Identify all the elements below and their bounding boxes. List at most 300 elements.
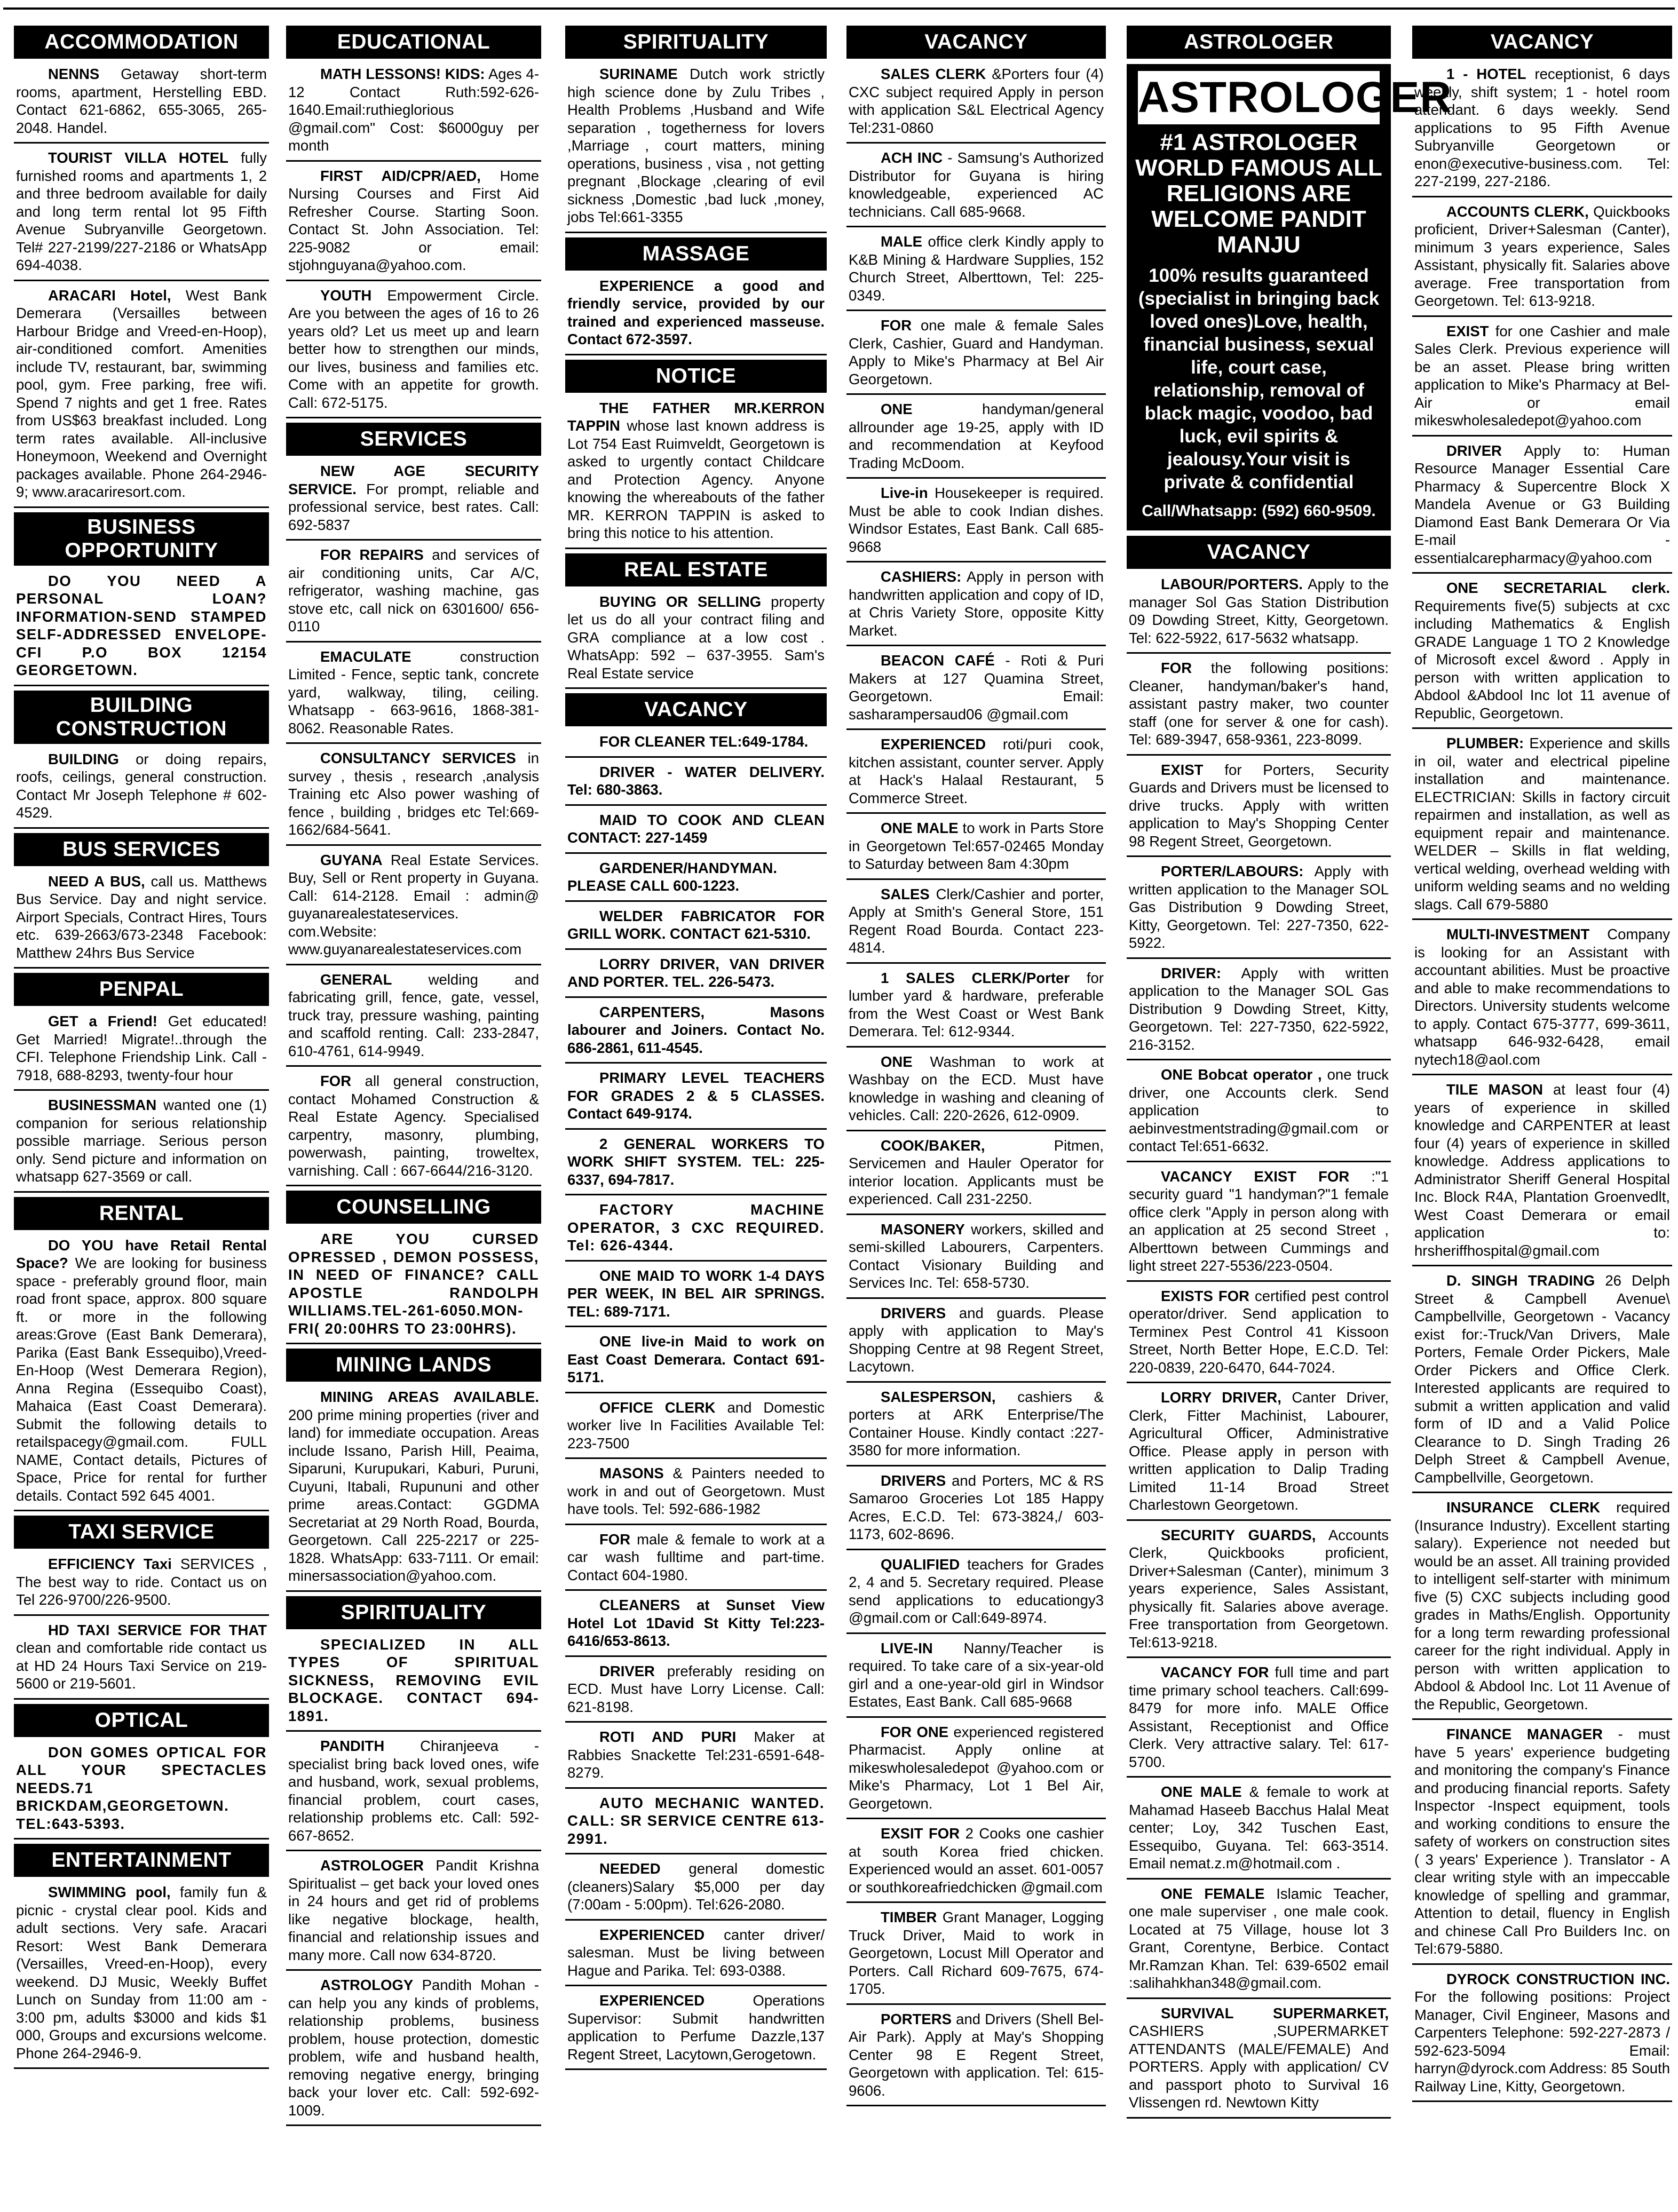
ad-lead: TIMBER <box>881 1909 937 1925</box>
classified-ad <box>565 1793 827 1855</box>
ad-lead: LIVE-IN <box>881 1639 933 1656</box>
ad-text: Getaway short-term rooms, apartment, Herstelling EBD. Contact 621-6862, 655-3065, 265-2048. Handel. <box>16 66 267 136</box>
ad-lead: MATH LESSONS! KIDS: <box>320 66 485 82</box>
ad-lead: VACANCY FOR <box>1161 1664 1269 1680</box>
ad-text: DRIVER - WATER DELIVERY. Tel: 680-3863. <box>567 763 825 798</box>
ad-lead: QUALIFIED <box>881 1556 960 1573</box>
classified-ad <box>565 1134 827 1196</box>
classified-ad <box>1412 321 1672 437</box>
classified-ad <box>565 1661 827 1723</box>
ad-lead: YOUTH <box>320 287 372 304</box>
classified-ad <box>1127 1662 1391 1778</box>
classifieds-page <box>3 7 1675 2206</box>
ad-lead: ASTROLOGY <box>320 1977 414 1993</box>
ad-lead: MINING AREAS AVAILABLE. <box>320 1389 539 1405</box>
ad-lead: FOR <box>881 317 912 334</box>
classified-ad <box>1127 1286 1391 1384</box>
column-5 <box>1127 22 1452 2205</box>
section-header: SERVICES <box>286 423 541 456</box>
ad-lead: ONE FEMALE <box>1161 1885 1265 1902</box>
ad-text: FOR CLEANER TEL:649-1784. <box>599 733 809 750</box>
classified-ad <box>565 1331 827 1393</box>
ad-lead: EXSIT FOR <box>881 1825 960 1842</box>
ad-text: receptionist, 6 days weekly, shift system; 1 - hotel room attendant. 6 days weekly. Send applications to 95 Fifth Avenue Subryanville Georgetown or enon@executive-business.com. Tel: 227-2199, 227-2186. <box>1414 66 1671 189</box>
classified-ad <box>1127 1065 1391 1162</box>
classified-ad <box>1412 1724 1672 1965</box>
classified-ad <box>846 1823 1106 1903</box>
ad-text: Nanny/Teacher is required. To take care of a six-year-old girl and a one-year-old girl in Windsor Estates, East Bank. Call 685-9668 <box>849 1639 1104 1710</box>
ad-text: property let us do all your contract filing and GRA compliance at a low cost . WhatsApp: 592 – 637-3955. Sam's Real Estate service <box>567 593 825 681</box>
ad-text: We are looking for business space - preferably ground floor, main road front space, approx. 800 square ft. or more in the following areas:Grove (East Bank Demerara), Parika (East Bank Essequibo),Vreed-En-Hoop (West Demerara Region), Anna Regina (Essequibo Coast), Mahaica (East Coast Demerara). Submit the following details to retailspacegy@gmail.com. FULL NAME, Contact details, Pictures of Space, Price for rental for further details. Contact 592 645 4001. <box>16 1255 267 1504</box>
ad-text: Real Estate Services. Buy, Sell or Rent property in Guyana. Call: 614-2128. Email : admin@ guyanarealestateservices. com.Website: www.guyanarealestateservices.com <box>288 851 539 957</box>
ad-text: ONE MAID TO WORK 1-4 DAYS PER WEEK, IN BEL AIR SPRINGS. TEL: 689-7171. <box>567 1267 825 1320</box>
classified-ad <box>14 1882 269 2069</box>
ad-lead: THE FATHER MR.KERRON TAPPIN <box>567 399 825 434</box>
ad-text: 2 GENERAL WORKERS TO WORK SHIFT SYSTEM. TEL: 225-6337, 694-7817. <box>567 1135 825 1188</box>
classified-ad <box>565 1200 827 1262</box>
ad-lead: NEW AGE SECURITY SERVICE. <box>288 463 539 497</box>
ad-text: and guards. Please apply with application to May's Shopping Centre at 98 Regent Street, Lacytown. <box>849 1304 1104 1375</box>
classified-ad <box>846 818 1106 880</box>
ad-text: & Painters needed to work in and out of Georgetown. Must have tools. Tel: 592-686-1982 <box>567 1465 825 1517</box>
ad-lead: NEED A BUS, <box>48 873 145 890</box>
ad-text: Apply to the manager Sol Gas Station Distribution 09 Dowding Street, Kitty, Georgetown. Tel: 622-5922, 617-5632 whatsapp. <box>1129 576 1389 646</box>
section-header: PENPAL <box>14 973 269 1006</box>
classified-ad <box>14 1011 269 1091</box>
ad-text: full time and part time primary school teachers. Call:699-8479 for more info. MALE Office Assistant, Receptionist and Office Clerk. Very attractive salary. Tel: 617-5700. <box>1129 1664 1389 1770</box>
ad-text: - Samsung's Authorized Distributor for Guyana is hiring knowledgeable, experienced AC technicians. Call 685-9668. <box>849 149 1104 220</box>
classified-ad <box>846 315 1106 395</box>
classified-ad <box>1127 861 1391 959</box>
ad-lead: TILE MASON <box>1446 1081 1543 1098</box>
classified-ad <box>1127 1167 1391 1282</box>
classified-ad <box>286 970 541 1067</box>
classified-ad <box>846 651 1106 730</box>
ad-text: teachers for Grades 2, 4 and 5. Secretary required. Please send applications to educationgy3 @gmail.com or Call:649-8974. <box>849 1556 1104 1626</box>
classified-ad <box>1127 2003 1391 2119</box>
ad-lead: DRIVERS <box>881 1472 946 1489</box>
ad-lead: NEEDED <box>599 1860 661 1877</box>
ad-text: in survey , thesis , research ,analysis Training etc Also power washing of fence , building , bridges etc Tel:669-1662/684-5641. <box>288 750 540 838</box>
classified-ad <box>846 968 1106 1048</box>
ad-lead: SALES <box>881 885 930 902</box>
classified-ad <box>565 732 827 758</box>
classified-ad <box>14 1742 269 1840</box>
classified-ad <box>565 1463 827 1525</box>
classified-ad <box>846 2009 1106 2107</box>
ad-text: welding and fabricating grill, fence, gate, vessel, truck tray, pressure washing, painting and scaffold renting. Call: 233-2847, 610-4761, 614-9949. <box>288 971 539 1059</box>
ad-text: family fun & picnic - crystal clear pool. Kids and adult sections. Very safe. Aracari Resort: West Bank Demerara (Versailles, Vreed-en-Hoop), every weekend. DJ Music, Weekly Buffet Lunch on Sunday from 11:00 am - 3:00 pm, adults $3000 and kids $1 000, Groups and excursions welcome. Phone 264-2946-9. <box>16 1884 267 2062</box>
classified-ad <box>846 148 1106 227</box>
ad-text: CLEANERS at Sunset View Hotel Lot 1David St Kitty Tel:223-6416/653-8613. <box>567 1597 825 1649</box>
ad-text: experienced registered Pharmacist. Apply online at mikeswholesaledepot @yahoo.com or Mike's Pharmacy, Lot 1 Bel Air, Georgetown. <box>849 1723 1104 1812</box>
ad-text: FACTORY MACHINE OPERATOR, 3 CXC REQUIRED. Tel: 626-4344. <box>567 1201 825 1254</box>
classified-ad <box>565 858 827 902</box>
classified-ad <box>1412 64 1672 197</box>
ad-text: wanted one (1) companion for serious relationship possible marriage. Serious person only. Send picture and information on whatsapp 627-3569 or call. <box>16 1097 267 1185</box>
ad-text: Chiranjeeva - specialist bring back loved ones, wife and husband, work, sexual problems, financial problem, court cases, relationship problems etc. Call: 592-667-8652. <box>288 1738 539 1844</box>
classified-ad <box>286 1856 541 1971</box>
classified-ad <box>846 1387 1106 1466</box>
section-header: SPIRITUALITY <box>565 26 827 59</box>
classified-ad <box>1127 1525 1391 1659</box>
ad-lead: FOR <box>599 1531 631 1548</box>
ad-lead: Live-in <box>881 485 928 501</box>
ad-text: Apply with written application to the Manager SOL Gas Distribution 9 Dowding Street, Kitty, Georgetown. Tel: 227-7350, 622-5922, 216-3152. <box>1129 964 1389 1053</box>
classified-ad <box>565 762 827 806</box>
ad-text: call us. Matthews Bus Service. Day and night service. Airport Specials, Contract Hires, Tours etc. 639-2663/673-2348 Facebook: Matthew 24hrs Bus Service <box>16 873 267 961</box>
ad-lead: FOR <box>1161 660 1192 676</box>
classified-ad <box>286 1071 541 1186</box>
section-header: EDUCATIONAL <box>286 26 541 59</box>
astrologer-title: ASTROLOGER <box>1138 71 1380 124</box>
ad-text: ARE YOU CURSED OPRESSED , DEMON POSSESS, IN NEED OF FINANCE? CALL APOSTLE RANDOLPH WILLIAMS.TEL-261-6050.MON-FRI( 20:00HRS TO 23:00HRS). <box>288 1231 539 1337</box>
classified-ad <box>1412 924 1672 1075</box>
section-header: TAXI SERVICE <box>14 1516 269 1549</box>
classified-ad <box>286 1975 541 2126</box>
column-2 <box>286 22 541 2205</box>
ad-lead: FOR <box>320 1073 352 1089</box>
classified-ad <box>1412 202 1672 317</box>
classified-ad <box>846 1219 1106 1299</box>
ad-lead: EXIST <box>1446 322 1489 339</box>
classified-ad <box>565 1398 827 1460</box>
ad-lead: ONE MALE <box>881 820 959 836</box>
ad-text: Accounts Clerk, Quickbooks proficient, Driver+Salesman (Canter), minimum 3 years experience, Sales Assistant, physically fit. Salaries above average. Free transportation from Georgetown. Tel:613-9218. <box>1129 1526 1389 1651</box>
ad-text: &Porters four (4) CXC subject required Apply in person with application S&L Electrical Agency Tel:231-0860 <box>849 66 1104 136</box>
ad-lead: PLUMBER: <box>1446 735 1524 751</box>
ad-text: PRIMARY LEVEL TEACHERS FOR GRADES 2 & 5 CLASSES. Contact 649-9174. <box>567 1069 825 1122</box>
ad-text: office clerk Kindly apply to K&B Mining & Hardware Supplies, 152 Church Street, Alberttown, Tel: 225-0349. <box>849 233 1104 304</box>
ad-text: LORRY DRIVER, VAN DRIVER AND PORTER. TEL. 226-5473. <box>567 955 825 990</box>
classified-ad <box>286 286 541 419</box>
classified-ad <box>286 545 541 643</box>
ad-text: Apply to: Human Resource Manager Essential Care Pharmacy & Supercentre Block X Mandela Avenue or G3 Building Diamond East Bank Demerara Or Via E-mail - essentialcarepharmacy@yahoo.com <box>1414 442 1670 566</box>
classified-ad <box>286 748 541 846</box>
ad-text: Maker at Rabbies Snackette Tel:231-6591-648-8279. <box>567 1729 825 1781</box>
ad-text: SERVICES , The best way to ride. Contact us on Tel 226-9700/226-9500. <box>16 1556 267 1608</box>
classified-ad <box>14 148 269 281</box>
classified-ad <box>846 884 1106 964</box>
ad-lead: ACCOUNTS CLERK, <box>1446 203 1589 220</box>
ad-lead: DO YOU have Retail Rental Space? <box>16 1236 267 1271</box>
ad-text: ONE live-in Maid to work on East Coast Demerara. Contact 691-5171. <box>567 1333 825 1385</box>
ad-text: for lumber yard & hardware, preferable from the West Coast or West Bank Demerara. Tel: 612-9344. <box>849 969 1104 1040</box>
ad-text: the following positions: Cleaner, handyman/baker's hand, assistant pastry maker, two counter staff (one for server & one for cash). Tel: 689-3947, 658-9361, 223-8099. <box>1129 660 1389 748</box>
ad-lead: SWIMMING pool, <box>48 1884 171 1900</box>
ad-lead: BUYING OR SELLING <box>599 593 762 610</box>
ad-lead: MULTI-INVESTMENT <box>1446 926 1590 942</box>
ad-lead: EXISTS FOR <box>1161 1287 1249 1304</box>
classified-ad <box>1412 733 1672 920</box>
ad-lead: COOK/BAKER, <box>881 1137 985 1154</box>
ad-lead: 1 - HOTEL <box>1446 66 1526 82</box>
section-header: BUSINESS OPPORTUNITY <box>14 512 269 566</box>
ad-lead: FIRST AID/CPR/AED, <box>320 167 481 184</box>
section-header: OPTICAL <box>14 1704 269 1737</box>
classified-ad <box>565 954 827 998</box>
classified-ad <box>846 1722 1106 1820</box>
ad-text: fully furnished rooms and apartments 1, 2 and three bedroom available for daily and long term rental lot 95 Fifth Avenue Subryanville Georgetown. Tel# 227-2199/227-2186 or WhatsApp 694-4038. <box>16 149 267 273</box>
section-header: ASTROLOGER <box>1127 26 1391 59</box>
astrologer-contact: Call/Whatsapp: (592) 660-9509. <box>1142 502 1376 520</box>
ad-lead: ROTI AND PURI <box>599 1729 737 1745</box>
ad-text: Company is looking for an Assistant with accountant abilities. Must be proactive and able to make recommendations to Directors. University students welcome to apply. Contact 675-3777, 699-3611, whatsapp 646-932-6428, email nytech18@aol.com <box>1414 926 1670 1068</box>
classified-ad <box>14 1620 269 1700</box>
astrologer-ad <box>1127 64 1452 530</box>
ad-lead: MASONERY <box>881 1220 965 1238</box>
ad-lead: FOR ONE <box>881 1723 949 1740</box>
ad-text: handyman/general allrounder age 19-25, apply with ID and recommendation at Keyfood Trading McDoom. <box>849 401 1104 471</box>
ad-lead: ACH INC <box>881 149 943 166</box>
classified-ad <box>14 286 269 508</box>
ad-text: WELDER FABRICATOR FOR GRILL WORK. CONTACT 621-5310. <box>567 907 825 942</box>
ad-lead: PORTER/LABOURS: <box>1161 863 1304 879</box>
ad-text: and services of air conditioning units, Car A/C, refrigerator, washing machine, gas stove etc, call nick on 6301600/ 656-0110 <box>288 546 539 635</box>
classified-ad <box>846 1471 1106 1550</box>
classified-ad <box>1127 1388 1391 1521</box>
ad-text: and Porters, MC & RS Samaroo Groceries Lot 185 Happy Acres, E.C.D. Tel: 673-3824,/ 603-1173, 602-8696. <box>849 1472 1104 1542</box>
section-header: MASSAGE <box>565 237 827 271</box>
classified-ad <box>1127 1782 1391 1880</box>
ad-text: certified pest control operator/driver. Send application to Terminex Pest Control 41 Kissoon Street, North Better Hope, E.C.D. Tel: 220-0839, 220-6470, 644-7024. <box>1129 1287 1389 1376</box>
ad-text: one male & female Sales Clerk, Cashier, Guard and Handyman. Apply to Mike's Pharmacy at Bel Air Georgetown. <box>849 317 1104 387</box>
ad-lead: EMACULATE <box>320 648 411 665</box>
ad-text: Pitmen, Servicemen and Hauler Operator for interior location. Applicants must be experienced. Call 231-2250. <box>849 1137 1104 1207</box>
ad-text: roti/puri cook, kitchen assistant, counter server. Apply at Hack's Halaal Restaurant, 5 Commerce Street. <box>849 736 1104 806</box>
classified-ad <box>286 1229 541 1344</box>
ad-lead: 1 SALES CLERK/Porter <box>881 969 1070 986</box>
ad-lead: MALE <box>881 233 922 250</box>
classified-ad <box>286 647 541 744</box>
classified-ad <box>846 1555 1106 1634</box>
ad-text: GARDENER/HANDYMAN. PLEASE CALL 600-1223. <box>567 859 778 894</box>
classified-ad <box>1127 658 1391 756</box>
ad-text: Home Nursing Courses and First Aid Refresher Course. Starting Soon. Contact St. John Association. Tel: 225-9082 or email: stjohnguyana@yahoo.com. <box>288 167 539 273</box>
ad-text: Dutch work strictly high science done by Zulu Tribes , Health Problems ,Husband and Wife separation , togetherness for lovers ,Marriage , court matters, mining operations, business , visa , not getting pregnant ,Blockage ,clearing of evil sickness ,Domestic ,bad luck ,money, jobs Tel:661-3355 <box>567 66 825 225</box>
ad-text: AUTO MECHANIC WANTED. CALL: SR SERVICE CENTRE 613-2991. <box>567 1794 825 1847</box>
ad-lead: FINANCE MANAGER <box>1446 1726 1603 1742</box>
classified-ad <box>1127 963 1391 1061</box>
classified-ad <box>565 592 827 689</box>
ad-text: For the following positions: Project Manager, Civil Engineer, Masons and Carpenters Telephone: 592-227-2873 / 592-623-5094 Email: harryn@dyrock.com Address: 85 South Railway Line, Kitty, Georgetown. <box>1414 1988 1670 2095</box>
section-header: BUILDING CONSTRUCTION <box>14 691 269 744</box>
ad-text: and Domestic worker live In Facilities Available Tel: 223-7500 <box>567 1399 825 1452</box>
classified-ad <box>565 1859 827 1921</box>
ad-lead: ONE <box>881 1053 913 1070</box>
ad-lead: DYROCK CONSTRUCTION INC. <box>1446 1970 1670 1987</box>
ad-lead: BUILDING <box>48 750 119 767</box>
ad-text: 200 prime mining properties (river and land) for immediate occupation. Areas include Issano, Parish Hill, Peaima, Siparuni, Kurupukari, Kaburi, Puruni, Cuyuni, Itabali, Rupununi and other prime areas.Contact: GGDMA Secretariat at 29 North Road, Bourda, Georgetown. Call 225-2217 or 225-1828. WhatsApp: 633-7111. Or email: minersassociation@yahoo.com. <box>288 1406 539 1584</box>
classified-ad <box>286 1387 541 1592</box>
classified-ad <box>14 1095 269 1193</box>
classified-ad <box>14 64 269 144</box>
ad-text: Get educated! Get Married! Migrate!..through the CFI. Telephone Friendship Link. Call - 7918, 688-8293, twenty-four hour <box>16 1013 267 1083</box>
ad-text: for one Cashier and male Sales Clerk. Previous experience will be an asset. Please bring written application to Mike's Pharmacy at Bel-Air or email mikeswholesaledepot@yahoo.com <box>1414 322 1670 429</box>
classified-ad <box>565 1727 827 1789</box>
ad-lead: GUYANA <box>320 851 383 868</box>
ad-text: DO YOU NEED A PERSONAL LOAN? INFORMATION-SEND STAMPED SELF-ADDRESSED ENVELOPE- CFI P.O BOX 12154 GEORGETOWN. <box>16 572 267 678</box>
ad-lead: EXPERIENCED <box>881 736 986 752</box>
ad-text: to work in Parts Store in Georgetown Tel:657-02465 Monday to Saturday between 8am 4:30pm <box>849 820 1104 872</box>
ad-text: CARPENTERS, Masons labourer and Joiners. Contact No. 686-2861, 611-4545. <box>567 1003 825 1056</box>
classified-ad <box>565 1925 827 1987</box>
classified-ad <box>846 1907 1106 2005</box>
ad-lead: DRIVERS <box>881 1304 946 1321</box>
section-header: MINING LANDS <box>286 1349 541 1382</box>
section-header: BUS SERVICES <box>14 833 269 866</box>
ad-lead: LORRY DRIVER, <box>1161 1389 1281 1406</box>
classified-ad <box>1412 1497 1672 1720</box>
ad-lead: SALESPERSON, <box>881 1388 996 1405</box>
ad-lead: INSURANCE CLERK <box>1446 1499 1601 1516</box>
ad-text: or doing repairs, roofs, ceilings, general construction. Contact Mr Joseph Telephone # 602-4529. <box>16 750 267 821</box>
ad-lead: PORTERS <box>881 2010 952 2027</box>
ad-lead: SURVIVAL SUPERMARKET, <box>1161 2004 1389 2021</box>
astrologer-subtitle: #1 ASTROLOGER WORLD FAMOUS ALL RELIGIONS ARE WELCOME PANDIT MANJU <box>1135 129 1382 258</box>
ad-lead: SURINAME <box>599 66 678 82</box>
ad-text: one truck driver, one Accounts clerk. Send application to aebinvestmentstrading@gmail.com or contact Tel:651-6632. <box>1129 1066 1389 1154</box>
classified-ad <box>14 1554 269 1616</box>
classified-ad <box>1127 574 1391 654</box>
ad-text: cashiers & porters at ARK Enterprise/The Container House. Kindly contact :227-3580 for more information. <box>849 1388 1104 1458</box>
classified-ad <box>846 232 1106 311</box>
classified-ad <box>1412 1271 1672 1493</box>
section-header: VACANCY <box>1127 536 1391 569</box>
ad-text: :"1 security guard "1 handyman?"1 female office clerk "Apply in person along with an application at 25 second Street , Alberttown between Cummings and light street 227-5536/223-0504. <box>1129 1168 1389 1274</box>
classified-ad <box>565 1529 827 1591</box>
classified-ad <box>14 749 269 829</box>
ad-lead: CONSULTANCY SERVICES <box>320 750 516 766</box>
section-header: ENTERTAINMENT <box>14 1844 269 1877</box>
classified-ad <box>286 461 541 541</box>
classified-ad <box>286 850 541 965</box>
classified-ad <box>286 1736 541 1851</box>
ad-text: Housekeeper is required. Must be able to cook Indian dishes. Windsor Estates, East Bank. Call 685-9668 <box>849 485 1104 555</box>
classified-ad <box>565 1595 827 1657</box>
ad-text: Pandith Mohan - can help you any kinds of problems, relationship problems, business problem, house protection, domestic problem, wife and husband health, removing negative energy, bringing back your lover etc. Call: 592-692-1009. <box>288 1977 539 2119</box>
ad-text: DON GOMES OPTICAL FOR ALL YOUR SPECTACLES NEEDS.71 BRICKDAM,GEORGETOWN. TEL:643-5393. <box>16 1743 267 1832</box>
classified-ad <box>286 166 541 281</box>
ad-lead: ARACARI Hotel, <box>48 287 171 304</box>
section-header: VACANCY <box>1412 26 1672 59</box>
classified-ad <box>565 398 827 549</box>
classified-ad <box>286 64 541 162</box>
ad-lead: ONE MALE <box>1161 1783 1242 1800</box>
ad-lead: EFFICIENCY Taxi <box>48 1556 172 1572</box>
ad-text: Requirements five(5) subjects at cxc including Mathematics & English GRADE Language 1 TO 2 Knowledge of Microsoft excel &word . Apply in person with written application to Abdool &Abdool Inc lot 11 avenue of Republic, Georgetown. <box>1414 597 1670 722</box>
ad-lead: ONE Bobcat operator , <box>1161 1066 1322 1083</box>
ad-text: clean and comfortable ride contact us at HD 24 Hours Taxi Service on 219-5600 or 219-5601. <box>16 1639 267 1692</box>
classified-ad <box>846 483 1106 562</box>
ad-lead: BUSINESSMAN <box>48 1097 157 1113</box>
ad-text: and Drivers (Shell Bel-Air Park). Apply at May's Shopping Center 98 E Regent Street, Georgetown with application. Tel: 615-9606. <box>849 2010 1104 2099</box>
ad-lead: TOURIST VILLA HOTEL <box>48 149 228 166</box>
ad-lead: EXPERIENCED <box>599 1926 705 1943</box>
ad-lead: DRIVER <box>599 1662 655 1679</box>
ad-text: Ages 4-12 Contact Ruth:592-626-1640.Email:ruthieglorious @gmail.com" Cost: $6000guy per month <box>288 66 539 154</box>
ad-text: Canter Driver, Clerk, Fitter Machinist, Labourer, Agricultural Officer, Administrative Office. Please apply in person with written application to Dalip Trading Limited 11-14 Broad Street Charlestown Georgetown. <box>1129 1389 1389 1513</box>
ad-text: Experience and skills in oil, water and electrical pipeline installation and maintenance. ELECTRICIAN: Skills in factory circuit repairmen and installation, as well as equipment repair and maintenance. WELDER – Skills in flat welding, vertical welding, overhead welding with uniform welding seams and no welding slags. Call 679-5880 <box>1414 735 1670 913</box>
section-header: RENTAL <box>14 1197 269 1230</box>
ad-text: Washman to work at Washbay on the ECD. Must have knowledge in washing and cleaning of vehicles. Call: 220-2626, 612-0909. <box>849 1053 1104 1123</box>
section-header: ACCOMMODATION <box>14 26 269 59</box>
ad-text: for Porters, Security Guards and Drivers must be licensed to drive trucks. Apply with written application to May's Shopping Center 98 Regent Street, Georgetown. <box>1129 761 1389 850</box>
ad-text: whose last known address is Lot 754 East Ruimveldt, Georgetown is asked to urgently contact Childcare and Protection Agency. Anyone knowing the whereabouts of the father MR. KERRON TAPPIN is asked to bring this notice to his attention. <box>567 417 825 541</box>
classified-ad <box>846 64 1106 144</box>
ad-lead: EXIST <box>1161 761 1204 778</box>
ad-lead: DRIVER <box>1446 442 1502 459</box>
classified-ad <box>565 64 827 233</box>
classified-ad <box>565 276 827 355</box>
classified-ad <box>846 734 1106 814</box>
astrologer-body: 100% results guaranteed (specialist in bringing back loved ones)Love, health, financial business, sexual life, court case, relationship, removal of black magic, voodoo, bad luck, evil spirits & jealousy.Your visit is private & confidential <box>1138 265 1380 493</box>
ad-lead: DRIVER: <box>1161 964 1222 981</box>
classified-ad <box>14 1235 269 1512</box>
classified-ad <box>1412 441 1672 574</box>
ad-lead: D. SINGH TRADING <box>1446 1272 1595 1289</box>
ad-text: Operations Supervisor: Submit handwritten application to Perfume Dazzle,137 Regent Street, Lacytown,Gerogetown. <box>567 1992 825 2063</box>
column-6 <box>1412 22 1672 2205</box>
section-header: VACANCY <box>565 693 827 726</box>
column-4 <box>846 22 1106 2205</box>
ad-text: canter driver/ salesman. Must be living between Hague and Parika. Tel: 693-0388. <box>567 1926 825 1979</box>
ad-text: Apply in person with handwritten application and copy of ID, at Chris Variety Store, opposite Kitty Market. <box>849 568 1104 639</box>
ad-text: Grant Manager, Logging Truck Driver, Maid to work in Georgetown, Locust Mill Operator and Porters. Call Richard 609-7675, 674-1705. <box>849 1909 1104 1997</box>
classified-ad <box>1412 578 1672 729</box>
ad-text: EXPERIENCE a good and friendly service, provided by our trained and experienced masseuse. Contact 672-3597. <box>567 277 825 347</box>
ad-text: male & female to work at a car wash fulltime and part-time. Contact 604-1980. <box>567 1531 825 1583</box>
ad-text: general domestic (cleaners)Salary $5,000 per day (7:00am - 5:00pm). Tel:626-2080. <box>567 1860 825 1913</box>
section-header: NOTICE <box>565 360 827 393</box>
section-header: VACANCY <box>846 26 1106 59</box>
classified-ad <box>565 906 827 950</box>
column-1 <box>14 22 269 2205</box>
ad-lead: ONE SECRETARIAL clerk. <box>1446 580 1670 596</box>
ad-text: Quickbooks proficient, Driver+Salesman (Canter), minimum 3 years experience, Sales Assistant, physically fit. Salaries above average. Free transportation from Georgetown. Tel: 613-9218. <box>1414 203 1670 309</box>
ad-lead: ONE <box>881 401 913 417</box>
classified-ad <box>565 810 827 854</box>
ad-text: workers, skilled and semi-skilled Labourers, Carpenters. Contact Visionary Building and Services Inc. Tel: 658-5730. <box>849 1220 1104 1291</box>
ad-lead: GENERAL <box>320 971 392 988</box>
ad-lead: MASONS <box>599 1465 664 1481</box>
ad-text: Pandit Krishna Spiritualist – get back your loved ones in 24 hours and get rid of problems like negative blockage, health, financial and relationship issues and many more. Call now 634-8720. <box>288 1857 539 1963</box>
ad-lead: PANDITH <box>320 1738 385 1754</box>
ad-text: & female to work at Mahamad Haseeb Bacchus Halal Meat center; Loy, 342 Tuschen East, Essequibo, Guyana. Tel: 663-3514. Email nemat.z.m@hotmail.com . <box>1129 1783 1389 1872</box>
classified-ad <box>14 871 269 969</box>
classified-ad <box>1412 1080 1672 1266</box>
classified-ad <box>565 1266 827 1328</box>
ad-text: - Roti & Puri Makers at 127 Quamina Street, Georgetown. Email: sasharampersaud06 @gmail.com <box>849 652 1104 723</box>
ad-text: Apply with written application to the Manager SOL Gas Distribution 9 Dowding Street, Kitty, Georgetown. Tel: 227-7350, 622-5922. <box>1129 863 1389 951</box>
ad-lead: NENNS <box>48 66 100 82</box>
ad-lead: ASTROLOGER <box>320 1857 424 1874</box>
section-header: SPIRITUALITY <box>286 1596 541 1629</box>
ad-lead: OFFICE CLERK <box>599 1399 716 1416</box>
classified-ad <box>846 1638 1106 1718</box>
top-rule <box>3 7 1675 10</box>
ad-text: West Bank Demerara (Versailles between Harbour Bridge and Vreed-en-Hoop), air-conditioned comfort. Amenities include TV, restaurant, bar, swimming pool, gym. Free parking, free wifi. Spend 7 nights and get 1 free. Rates from US$63 breakfast included. Long term rates available. All-inclusive Honeymoon, Weekend and Overnight packages available. Phone 264-2946-9; www.aracariresort.com. <box>16 287 267 500</box>
ad-lead: SECURITY GUARDS, <box>1161 1526 1316 1543</box>
ad-text: preferably residing on ECD. Must have Lorry License. Call: 621-8198. <box>567 1662 825 1715</box>
section-header: COUNSELLING <box>286 1191 541 1224</box>
classified-ad <box>565 1991 827 2070</box>
classified-ad <box>846 1136 1106 1215</box>
classified-ad <box>846 1052 1106 1131</box>
classified-ad <box>846 1303 1106 1383</box>
ad-lead: EXPERIENCED <box>599 1992 705 2009</box>
classified-ad <box>14 571 269 686</box>
